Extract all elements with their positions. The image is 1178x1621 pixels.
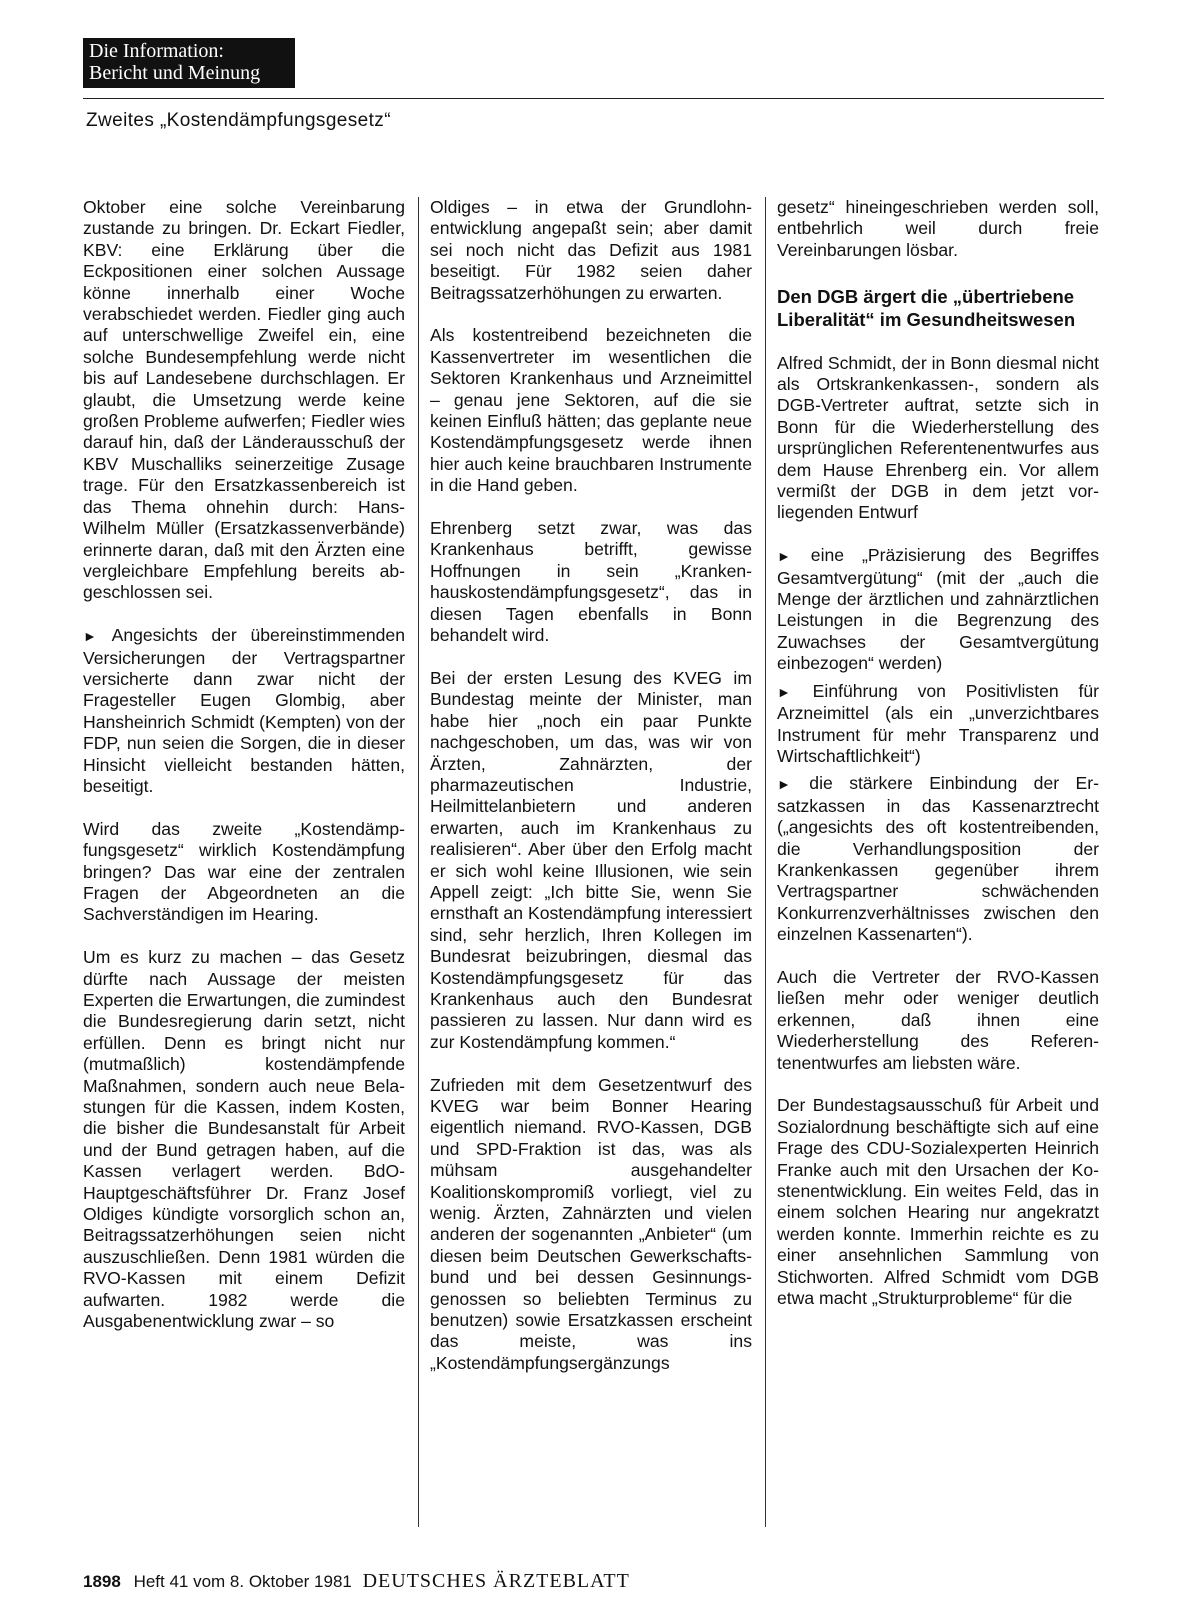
- bullet-paragraph: [777, 545, 1099, 674]
- page-number: 1898: [83, 1572, 121, 1591]
- subheading: Den DGB ärgert die „übertriebene Liberalität“ im Gesundheitswesen: [777, 286, 1076, 331]
- paragraph: Oldiges – in etwa der Grundlohnentwicklung angepaßt sein; aber damit sei noch nicht das Defizit aus 1981 beseitigt. Für 1982 seien daher Beitragssatzerhöhungen zu erwarten.: [430, 197, 752, 303]
- section-title: Zweites „Kostendämpfungsgesetz“: [86, 110, 391, 131]
- paragraph: Als kostentreibend bezeichneten die Kassenvertreter im wesentlichen die Sektoren Krankenhaus und Arzneimittel – genau jene Sektoren, auf die sie keinen Einfluß hätten; das geplante neue Kostendämpfungsgesetz werde ihnen hier auch keine brauchbaren Instrumente in die Hand geben.: [430, 325, 752, 496]
- paragraph: Ehrenberg setzt zwar, was das Krankenhaus betrifft, gewisse Hoffnungen in sein „Krankenhauskostendämpfungsgesetz“, das in diesen Tagen ebenfalls in Bonn behandelt wird.: [430, 518, 752, 646]
- header-rule: [83, 98, 1104, 99]
- issue-info: Heft 41 vom 8. Oktober 1981: [133, 1572, 352, 1591]
- paragraph: Bei der ersten Lesung des KVEG im Bundestag meinte der Minister, man habe hier „noch ein paar Punkte nachgeschoben, um das, was wir von Ärzten, Zahnärzten, der pharmazeutischen Industrie, Heilmittelanbietern und anderen erwarten, auch im Krankenhaus zu realisieren“. Aber über den Erfolg macht er sich wohl keine Illusionen, wie sein Appell zeigt: „Ich bitte Sie, wenn Sie ernsthaft an Kostendämpfung interessiert sind, sehr herzlich, Ihren Kollegen im Bundesrat beizubringen, diesmal das Kostendämpfungsgesetz für das Krankenhaus auch den Bundesrat passieren zu lassen. Nur dann wird es zur Kostendämpfung kommen.“: [430, 667, 752, 1052]
- bullet-text: Einführung von Positivlisten für Arzneimittel (als ein „unverzichtbares Instrument für mehr Transparenz und Wirtschaftlichkeit“): [777, 680, 1099, 766]
- column-2: [430, 197, 752, 1527]
- bullet-paragraph: [83, 625, 405, 797]
- bullet-paragraph: [777, 773, 1099, 945]
- paragraph: Auch die Vertreter der RVO-Kassen ließen mehr oder weniger deutlich erkennen, daß ihnen eine Wiederherstellung des Referentenentwurfes am liebsten wäre.: [777, 966, 1099, 1073]
- triangle-bullet-icon: ►: [777, 776, 791, 793]
- article-body: [0, 197, 1178, 1527]
- triangle-bullet-icon: ►: [777, 548, 791, 565]
- column-1: [83, 197, 405, 1527]
- paragraph: Alfred Schmidt, der in Bonn diesmal nicht als Ortskrankenkassen-, sondern als DGB-Vertreter auftrat, setzte sich in Bonn für die Wiederherstellung des ursprünglichen Referentenentwurfes aus dem Hause Ehrenberg ein. Vor allem vermißt der DGB in dem jetzt vorliegenden Entwurf: [777, 352, 1099, 523]
- paragraph: Um es kurz zu machen – das Gesetz dürfte nach Aussage der meisten Experten die Erwartungen, die zumindest die Bundesregierung darin setzt, nicht erfüllen. Denn es bringt nicht nur (mutmaßlich) kostendämpfende Maßnahmen, sondern auch neue Belastungen für die Kassen, indem Kosten, die bisher die Bundesanstalt für Arbeit und der Bund getragen haben, auf die Kassen verlagert werden. BdO-Hauptgeschäftsführer Dr. Franz Josef Oldiges kündigte vorsorglich schon an, Beitragssatzerhöhungen seien nicht auszuschließen. Denn 1981 würden die RVO-Kassen mit einem Defizit aufwarten. 1982 werde die Ausgabenentwicklung zwar – so: [83, 947, 405, 1332]
- paragraph: Zufrieden mit dem Gesetzentwurf des KVEG war beim Bonner Hearing eigentlich niemand. RVO-Kassen, DGB und SPD-Fraktion ist das, was als mühsam ausgehandelter Koalitionskompromiß vorliegt, viel zu wenig. Ärzten, Zahnärzten und vielen anderen der sogenannten „Anbieter“ (um diesen beim Deutschen Gewerkschaftsbund und bei dessen Gesinnungsgenossen so beliebten Terminus zu benutzen) sowie Ersatzkassen erscheint das meiste, was ins „Kostendämpfungsergänzungs: [430, 1074, 752, 1373]
- section-label-box: [83, 38, 295, 88]
- bullet-text: eine „Präzisierung des Begriffes Gesamtvergütung“ (mit der „auch die Menge der ärztlichen und zahnärztlichen Leistungen in die Begrenzung des Zuwachses der Gesamtvergütung einbezogen“ werden): [777, 545, 1099, 674]
- triangle-bullet-icon: ►: [777, 683, 791, 700]
- column-3: [777, 197, 1099, 1527]
- paragraph: gesetz“ hineingeschrieben werden soll, entbehrlich weil durch freie Vereinbarungen lösbar.: [777, 197, 1099, 260]
- page-footer: [83, 1570, 630, 1593]
- section-label-line-2: Bericht und Meinung: [89, 62, 261, 84]
- bullet-text: Angesichts der übereinstimmenden Versicherungen der Vertragspartner versicherte dann zwar nicht der Fragesteller Eugen Glombig, aber Hansheinrich Schmidt (Kempten) von der FDP, nun seien die Sorgen, die in dieser Hinsicht vielleicht bestanden hätten, beseitigt.: [83, 625, 405, 796]
- section-label-line-1: Die Information:: [89, 40, 224, 62]
- triangle-bullet-icon: ►: [83, 628, 97, 645]
- bullet-text: die stärkere Einbindung der Ersatzkassen in das Kassenarztrecht („angesichts des oft kostentreibenden, die Verhandlungsposition der Krankenkassen gegenüber ihrem Vertragspartner schwächenden Konkurrenzverhältnisses zwischen den einzelnen Kassenarten“).: [777, 773, 1099, 945]
- paragraph: Der Bundestagsausschuß für Arbeit und Sozialordnung beschäftigte sich auf eine Frage des CDU-Sozialexperten Heinrich Franke auch mit den Ursachen der Kostenentwicklung. Ein weites Feld, das in einem solchen Hearing nur angekratzt werden konnte. Immerhin reichte es zu einer ansehnlichen Sammlung von Stichworten. Alfred Schmidt vom DGB etwa macht „Strukturprobleme“ für die: [777, 1095, 1099, 1309]
- journal-name: DEUTSCHES ÄRZTEBLATT: [362, 1570, 630, 1592]
- paragraph: Wird das zweite „Kostendämpfungsgesetz“ wirklich Kostendämpfung bringen? Das war eine der zentralen Fragen der Abgeordneten an die Sachverständigen im Hearing.: [83, 818, 405, 925]
- paragraph: Oktober eine solche Vereinbarung zustande zu bringen. Dr. Eckart Fiedler, KBV: eine Erklärung über die Eckpositionen einer solchen Aussage könne innerhalb einer Woche verabschiedet werden. Fiedler ging auch auf unterschwellige Zweifel ein, eine solche Bundesempfehlung werde nicht bis auf Landesebene durchschlagen. Er glaubt, die Umsetzung werde keine großen Probleme aufwerfen; Fiedler wies darauf hin, daß der Länderausschuß der KBV Muschalliks seinerzeitige Zusage trage. Für den Ersatzkassenbereich ist das Thema ohnehin durch: Hans-Wilhelm Müller (Ersatzkassenverbände) erinnerte daran, daß mit den Ärzten eine vergleichbare Empfehlung bereits abgeschlossen sei.: [83, 197, 405, 603]
- bullet-paragraph: [777, 681, 1099, 768]
